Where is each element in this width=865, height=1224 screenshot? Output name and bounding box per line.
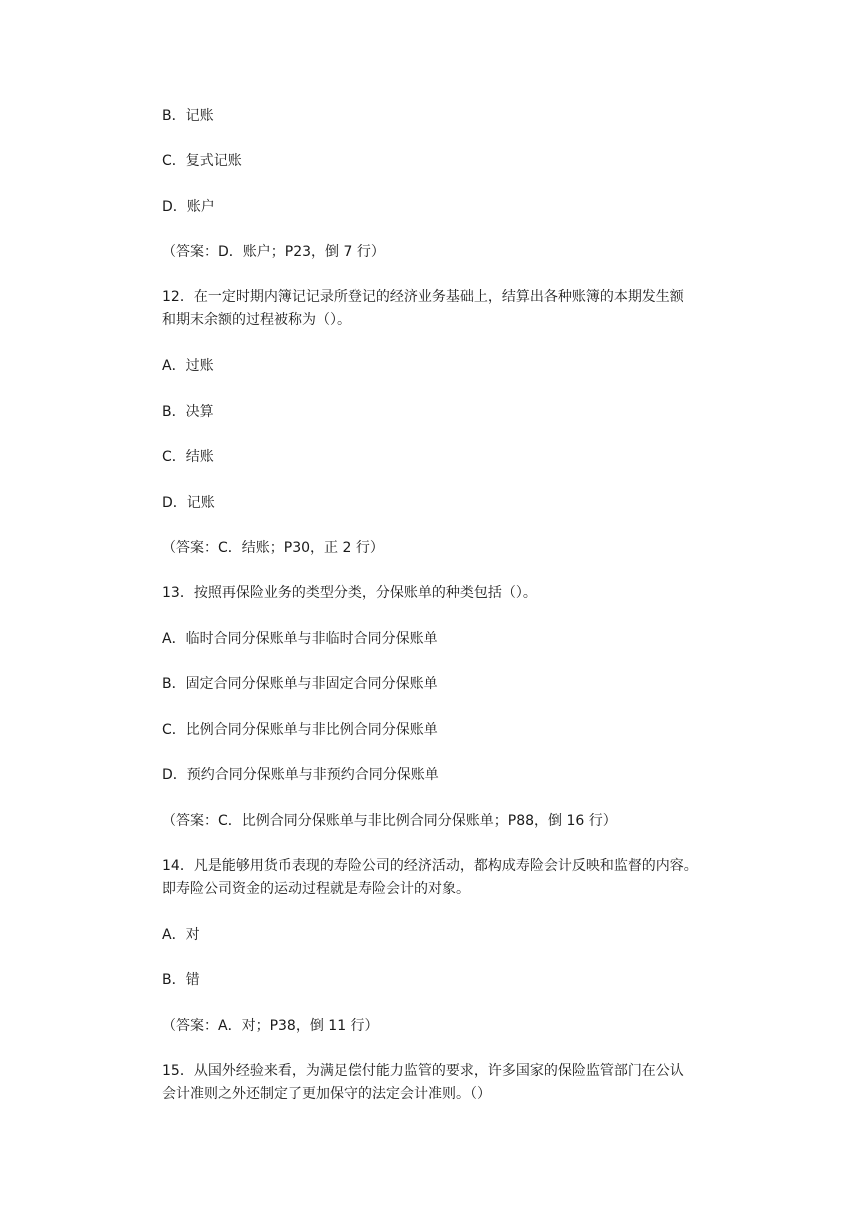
q13-answer: （答案：C．比例合同分保账单与非比例合同分保账单；P88，倒 16 行） xyxy=(162,813,617,829)
q12-option-c: C．结账 xyxy=(162,449,214,465)
q13-option-a: A．临时合同分保账单与非临时合同分保账单 xyxy=(162,631,438,647)
q11-option-c: C．复式记账 xyxy=(162,153,242,169)
q13-option-d: D．预约合同分保账单与非预约合同分保账单 xyxy=(162,767,439,783)
q14-stem xyxy=(162,855,747,901)
q15-stem-line: 会计准则之外还制定了更加保守的法定会计准则。（） xyxy=(162,1086,491,1102)
q13-stem: 13．按照再保险业务的类型分类，分保账单的种类包括（）。 xyxy=(162,585,537,601)
q12-option-d: D．记账 xyxy=(162,495,215,511)
q12-option-a: A．过账 xyxy=(162,358,214,374)
q14-option-a: A．对 xyxy=(162,927,200,943)
q11-answer: （答案：D．账户；P23，倒 7 行） xyxy=(162,244,385,260)
q15-stem-line: 15．从国外经验来看，为满足偿付能力监管的要求，许多国家的保险监管部门在公认 xyxy=(162,1063,684,1079)
q12-stem-line: 和期末余额的过程被称为（）。 xyxy=(162,312,351,328)
q11-option-b: B．记账 xyxy=(162,108,214,124)
q14-stem-line: 即寿险公司资金的运动过程就是寿险会计的对象。 xyxy=(162,881,470,897)
q14-option-b: B．错 xyxy=(162,972,200,988)
q12-option-b: B．决算 xyxy=(162,404,214,420)
q12-answer: （答案：C．结账；P30，正 2 行） xyxy=(162,540,384,556)
q15-stem xyxy=(162,1060,747,1106)
q12-stem-line: 12．在一定时期内簿记记录所登记的经济业务基础上，结算出各种账簿的本期发生额 xyxy=(162,289,684,305)
q13-option-c: C．比例合同分保账单与非比例合同分保账单 xyxy=(162,722,438,738)
q11-option-d: D．账户 xyxy=(162,199,215,215)
q14-answer: （答案：A．对；P38，倒 11 行） xyxy=(162,1018,379,1034)
q12-stem xyxy=(162,286,747,332)
q13-option-b: B．固定合同分保账单与非固定合同分保账单 xyxy=(162,676,438,692)
q14-stem-line: 14．凡是能够用货币表现的寿险公司的经济活动，都构成寿险会计反映和监督的内容。 xyxy=(162,858,698,874)
